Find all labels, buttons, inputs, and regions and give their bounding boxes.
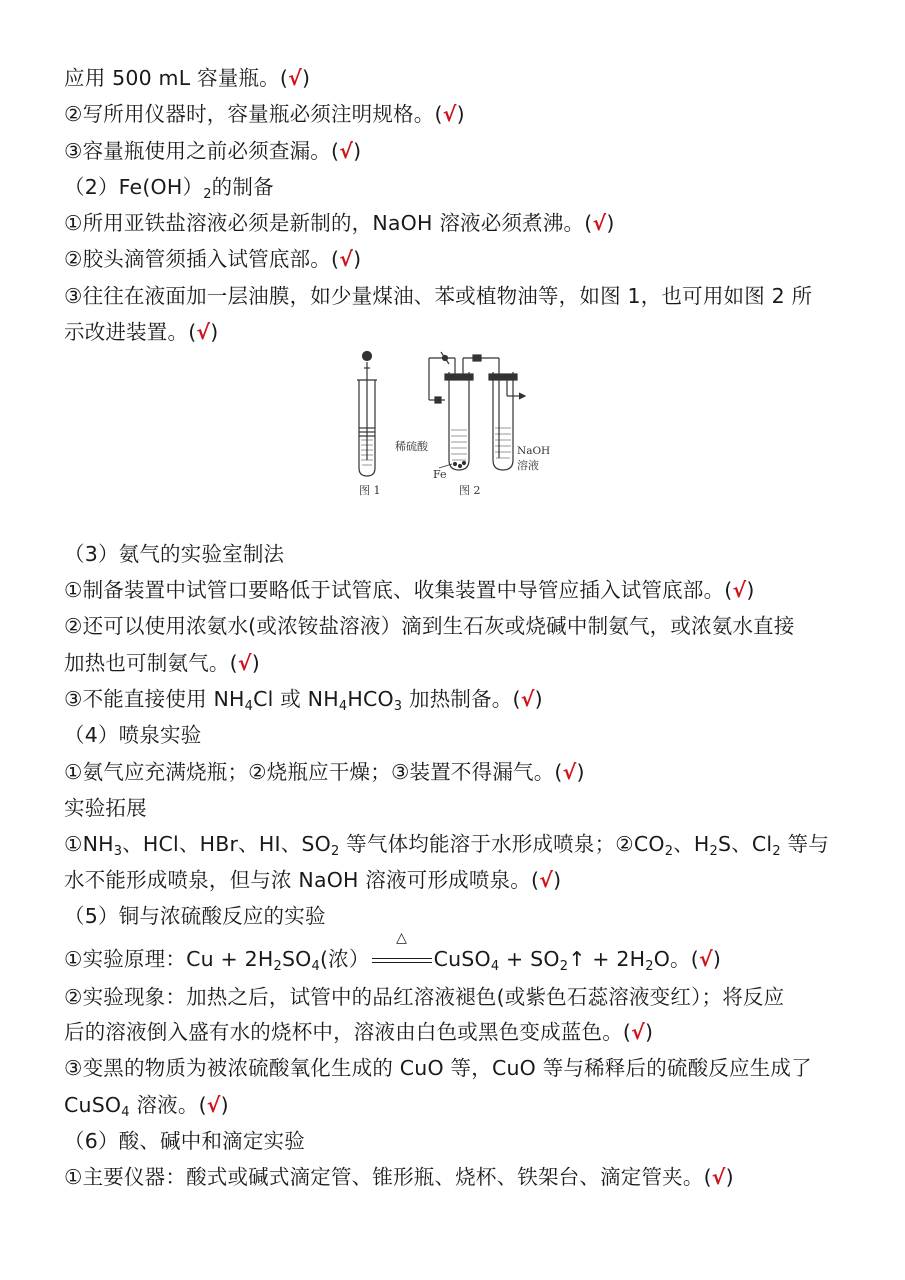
delta-symbol: △ <box>396 930 408 946</box>
text-line: ①所用亚铁盐溶液必须是新制的，NaOH 溶液必须煮沸。(√) <box>64 211 615 235</box>
check-mark: √ <box>288 66 302 90</box>
section-heading: （6）酸、碱中和滴定实验 <box>64 1129 305 1153</box>
check-mark: √ <box>562 760 577 784</box>
text-line: 示改进装置。(√) <box>64 320 219 344</box>
check-mark: √ <box>631 1020 645 1044</box>
figure1-test-tube <box>357 352 377 477</box>
caption-figure2: 图 2 <box>459 484 481 497</box>
apparatus-figure <box>345 348 565 498</box>
text-line: ②写所用仪器时，容量瓶必须注明规格。(√) <box>64 102 465 126</box>
check-mark: √ <box>339 247 354 271</box>
check-mark: √ <box>520 687 535 711</box>
text-line: ①制备装置中试管口要略低于试管底、收集装置中导管应插入试管底部。(√) <box>64 578 755 602</box>
text-line: 加热也可制氨气。(√) <box>64 651 260 675</box>
heating-condition-arrow <box>370 930 434 973</box>
text-line: ③容量瓶使用之前必须查漏。(√) <box>64 139 362 163</box>
text-line: ③往往在液面加一层油膜，如少量煤油、苯或植物油等，如图 1，也可用如图 2 所 <box>64 284 813 308</box>
section-heading: （3）氨气的实验室制法 <box>64 542 285 566</box>
text-line: ②还可以使用浓氨水(或浓铵盐溶液）滴到生石灰或烧碱中制氨气，或浓氨水直接 <box>64 614 795 638</box>
text-line: ③变黑的物质为被浓硫酸氧化生成的 CuO 等，CuO 等与稀释后的硫酸反应生成了 <box>64 1056 812 1080</box>
reaction-equation: ①实验原理：Cu + 2H2SO4(浓） △ CuSO4 + SO2↑ + 2H2O。(√) <box>64 930 722 974</box>
text-line: ①主要仪器：酸式或碱式滴定管、锥形瓶、烧杯、铁架台、滴定管夹。(√) <box>64 1165 734 1189</box>
check-mark: √ <box>196 320 211 344</box>
check-mark: √ <box>237 651 252 675</box>
section-heading: （5）铜与浓硫酸反应的实验 <box>64 904 326 928</box>
section-heading: 实验拓展 <box>64 796 147 820</box>
label-solution: 溶液 <box>517 459 539 472</box>
text-line: ①NH3、HCl、HBr、HI、SO2 等气体均能溶于水形成喷泉；②CO2、H2S、Cl2 等与 <box>64 832 829 859</box>
label-naoh: NaOH <box>517 445 551 457</box>
label-dilute-acid: 稀硫酸 <box>395 440 428 453</box>
section-heading: （2）Fe(OH）2的制备 <box>64 175 274 202</box>
check-mark: √ <box>539 868 554 892</box>
text-line: 应用 500 mL 容量瓶。(√) <box>64 66 311 90</box>
section-heading: （4）喷泉实验 <box>64 723 202 747</box>
check-mark: √ <box>339 139 354 163</box>
caption-figure1: 图 1 <box>359 484 381 497</box>
text-line: ②胶头滴管须插入试管底部。(√) <box>64 247 362 271</box>
label-fe: Fe <box>433 468 447 481</box>
check-mark: √ <box>442 102 457 126</box>
text-line: 后的溶液倒入盛有水的烧杯中，溶液由白色或黑色变成蓝色。(√) <box>64 1020 654 1044</box>
check-mark: √ <box>711 1165 726 1189</box>
apparatus-diagram <box>345 348 565 498</box>
check-mark: √ <box>732 578 747 602</box>
check-mark: √ <box>698 947 713 971</box>
check-mark: √ <box>206 1093 221 1117</box>
text-line: 水不能形成喷泉，但与浓 NaOH 溶液可形成喷泉。(√) <box>64 868 562 892</box>
text-line: ③不能直接使用 NH4Cl 或 NH4HCO3 加热制备。(√) <box>64 687 543 714</box>
text-line: ②实验现象：加热之后，试管中的品红溶液褪色(或紫色石蕊溶液变红）；将反应 <box>64 985 785 1009</box>
figure2-apparatus <box>429 352 525 470</box>
text-line: CuSO4 溶液。(√) <box>64 1093 229 1120</box>
text-line: ①氨气应充满烧瓶；②烧瓶应干燥；③装置不得漏气。(√) <box>64 760 585 784</box>
check-mark: √ <box>592 211 607 235</box>
